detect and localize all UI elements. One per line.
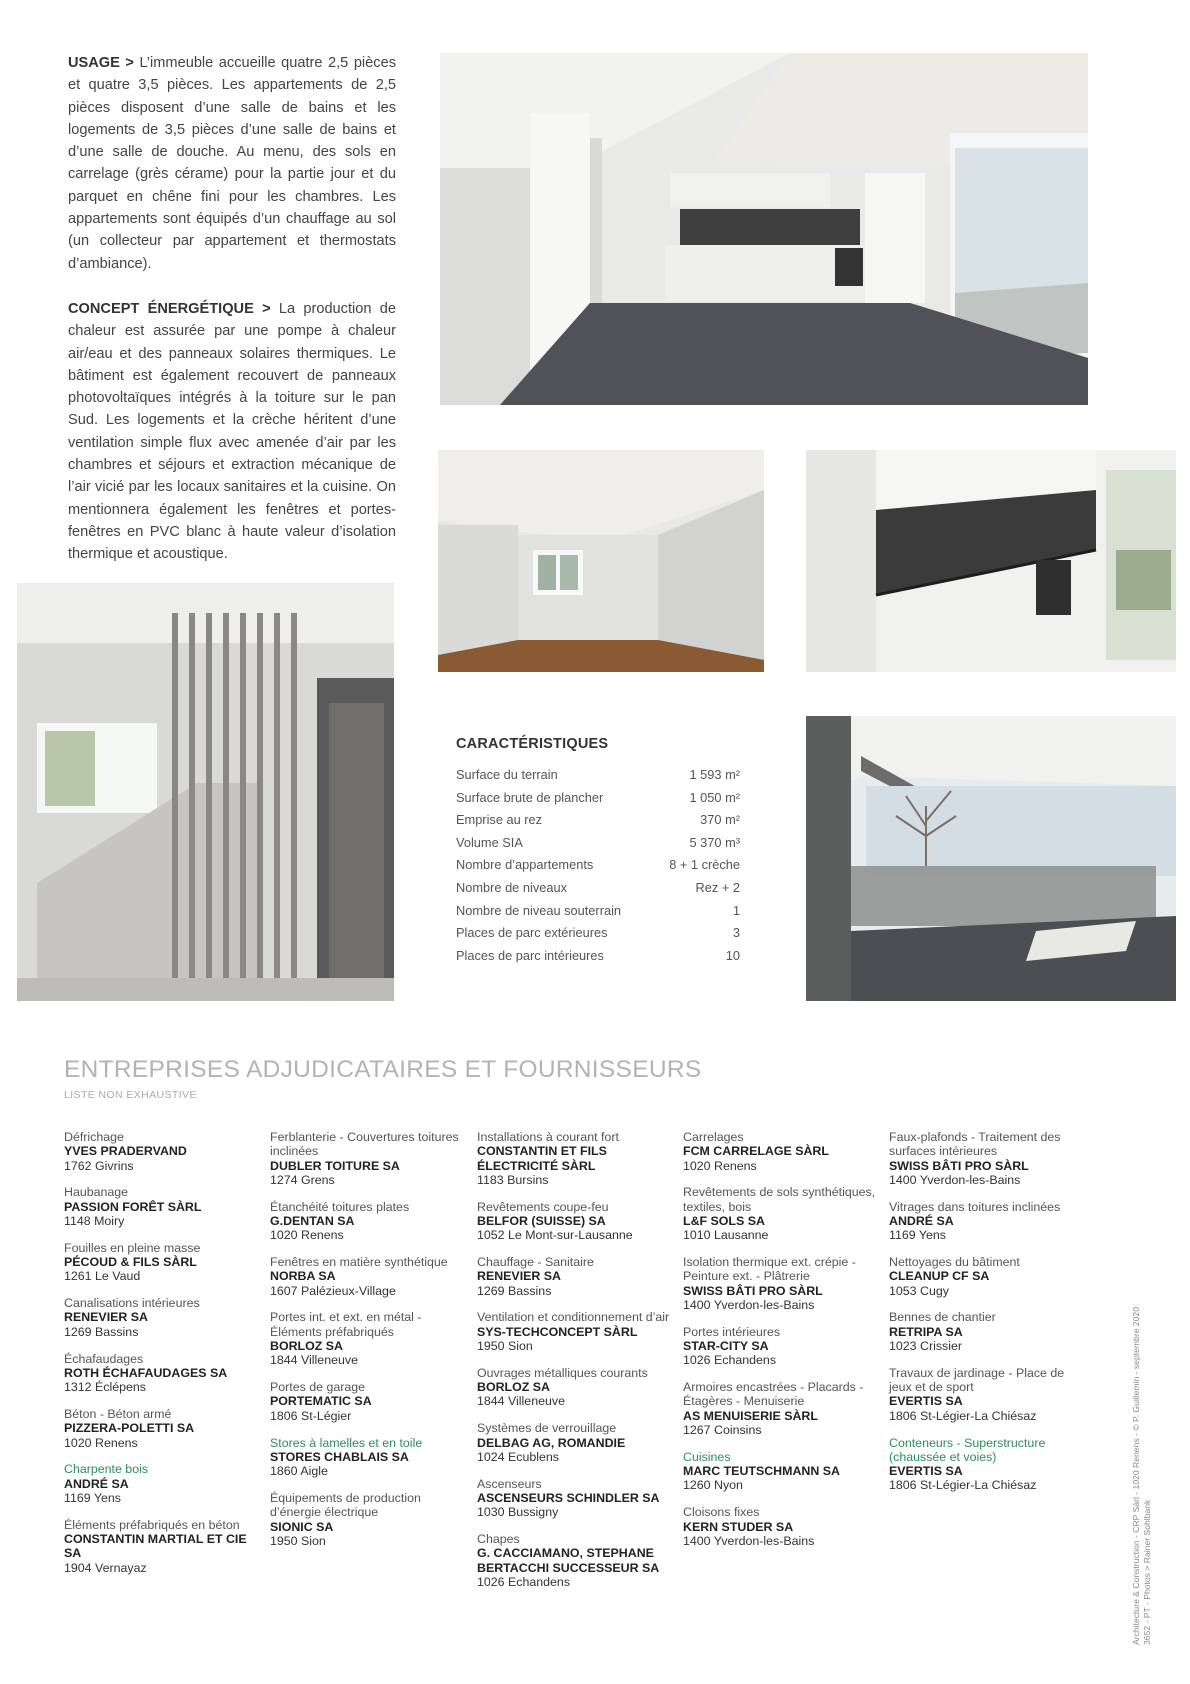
supplier-company: CLEANUP CF SA bbox=[889, 1269, 990, 1284]
supplier-company: AS MENUISERIE SÀRL bbox=[683, 1408, 818, 1423]
characteristic-label: Surface du terrain bbox=[456, 767, 558, 782]
characteristic-label: Nombre de niveau souterrain bbox=[456, 902, 622, 918]
supplier-entry bbox=[270, 1436, 470, 1479]
supplier-company: RETRIPA SA bbox=[889, 1324, 963, 1339]
supplier-company: YVES PRADERVAND bbox=[64, 1144, 187, 1159]
supplier-company: FCM CARRELAGE SÀRL bbox=[683, 1144, 829, 1159]
characteristic-value: 10 bbox=[725, 947, 740, 963]
supplier-activity: Faux-plafonds - Traitement des surfaces intérieures bbox=[889, 1130, 1061, 1159]
photo-staircase bbox=[17, 583, 394, 1001]
characteristic-row bbox=[456, 945, 740, 968]
supplier-location: 1260 Nyon bbox=[683, 1478, 743, 1493]
supplier-activity: Nettoyages du bâtiment bbox=[889, 1255, 1020, 1270]
characteristic-value: 1 050 m² bbox=[689, 789, 740, 805]
supplier-location: 1030 Bussigny bbox=[477, 1505, 559, 1520]
characteristic-row bbox=[456, 809, 740, 832]
supplier-location: 1024 Ecublens bbox=[477, 1449, 559, 1464]
supplier-location: 1274 Grens bbox=[270, 1172, 335, 1187]
supplier-entry bbox=[270, 1200, 470, 1243]
supplier-location: 1261 Le Vaud bbox=[64, 1269, 141, 1284]
supplier-entry bbox=[889, 1310, 1089, 1353]
supplier-activity: Ferblanterie - Couvertures toitures inclinées bbox=[270, 1130, 459, 1159]
supplier-company: STORES CHABLAIS SA bbox=[270, 1449, 409, 1464]
characteristics-rows bbox=[456, 764, 740, 967]
supplier-company: RENEVIER SA bbox=[64, 1310, 148, 1325]
supplier-location: 1400 Yverdon-les-Bains bbox=[683, 1297, 815, 1312]
characteristic-value: 1 593 m² bbox=[689, 767, 740, 782]
supplier-activity: Chapes bbox=[477, 1532, 520, 1547]
characteristic-row bbox=[456, 900, 740, 923]
supplier-company: EVERTIS SA bbox=[889, 1464, 963, 1479]
supplier-location: 1950 Sion bbox=[270, 1533, 326, 1548]
supplier-company: DELBAG AG, ROMANDIE bbox=[477, 1435, 626, 1450]
characteristic-value: 3 bbox=[732, 925, 740, 941]
suppliers-column bbox=[477, 1130, 677, 1602]
supplier-activity: Béton - Béton armé bbox=[64, 1406, 172, 1421]
supplier-location: 1183 Bursins bbox=[477, 1172, 549, 1187]
supplier-company: NORBA SA bbox=[270, 1269, 336, 1284]
supplier-entry bbox=[889, 1200, 1089, 1243]
supplier-location: 1010 Lausanne bbox=[683, 1228, 769, 1243]
supplier-company: BORLOZ SA bbox=[477, 1380, 550, 1395]
supplier-activity: Installations à courant fort bbox=[477, 1130, 619, 1144]
supplier-entry bbox=[889, 1255, 1089, 1298]
photo-kitchen-living bbox=[440, 53, 1088, 405]
supplier-company: L&F SOLS SA bbox=[683, 1213, 765, 1228]
supplier-location: 1950 Sion bbox=[477, 1339, 533, 1354]
supplier-location: 1607 Palézieux-Village bbox=[270, 1283, 396, 1298]
photo-kitchen-detail bbox=[806, 450, 1176, 672]
supplier-entry bbox=[270, 1380, 470, 1423]
photo-terrace bbox=[806, 716, 1176, 1001]
supplier-entry bbox=[477, 1421, 677, 1464]
characteristics-table bbox=[456, 736, 740, 967]
supplier-activity: Bennes de chantier bbox=[889, 1310, 996, 1325]
supplier-company: ANDRÉ SA bbox=[64, 1476, 129, 1491]
supplier-company: CONSTANTIN ET FILS ÉLECTRICITÉ SÀRL bbox=[477, 1144, 607, 1173]
characteristic-row bbox=[456, 832, 740, 855]
supplier-company: PORTEMATIC SA bbox=[270, 1394, 372, 1409]
characteristic-value: 5 370 m³ bbox=[689, 834, 740, 850]
supplier-company: BORLOZ SA bbox=[270, 1339, 343, 1354]
supplier-activity: Portes int. et ext. en métal - Éléments préfabriqués bbox=[270, 1310, 422, 1339]
characteristic-label: Volume SIA bbox=[456, 834, 523, 850]
supplier-company: EVERTIS SA bbox=[889, 1394, 963, 1409]
supplier-company: KERN STUDER SA bbox=[683, 1519, 794, 1534]
supplier-activity: Portes de garage bbox=[270, 1380, 366, 1395]
supplier-activity: Ascenseurs bbox=[477, 1476, 542, 1491]
supplier-location: 1020 Renens bbox=[683, 1158, 757, 1173]
energy-label: CONCEPT ÉNERGÉTIQUE > bbox=[68, 300, 271, 317]
characteristic-label: Nombre d’appartements bbox=[456, 857, 594, 873]
supplier-entry bbox=[477, 1200, 677, 1243]
supplier-activity: Canalisations intérieures bbox=[64, 1296, 200, 1311]
supplier-location: 1148 Moiry bbox=[64, 1213, 125, 1228]
supplier-company: G. CACCIAMANO, STEPHANE BERTACCHI SUCCESSEUR SA bbox=[477, 1546, 660, 1575]
credit-line-2: 3652 - PT - Photos > Rainer Sohlbank bbox=[1142, 1499, 1152, 1645]
supplier-location: 1026 Echandens bbox=[683, 1353, 777, 1368]
supplier-company: STAR-CITY SA bbox=[683, 1339, 769, 1354]
supplier-activity: Cuisines bbox=[683, 1449, 731, 1464]
supplier-entry bbox=[683, 1380, 883, 1437]
supplier-entry bbox=[683, 1130, 883, 1173]
supplier-entry bbox=[64, 1518, 264, 1575]
supplier-activity: Armoires encastrées - Placards - Étagères - Menuiserie bbox=[683, 1380, 864, 1409]
supplier-entry bbox=[683, 1255, 883, 1312]
supplier-company: PÉCOUD & FILS SÀRL bbox=[64, 1255, 197, 1270]
supplier-location: 1806 St-Légier-La Chiésaz bbox=[889, 1478, 1037, 1493]
supplier-company: SWISS BÂTI PRO SÀRL bbox=[889, 1158, 1029, 1173]
energy-text: La production de chaleur est assurée par une pompe à chaleur air/eau et des panneaux solaires thermiques. Le bâtiment est également recouvert de panneaux photovoltaïques intégrés à la toiture sur le pan Sud. Les logements et la crèche héritent d’une ventilation simple flux avec amenée d’air par les chambres et séjours et extraction mécanique de l’air vicié par les locaux sanitaires et la cuisine. On mentionnera également les fenêtres et portes-fenêtres en PVC blanc à haute valeur d’isolation thermique et acoustique. bbox=[68, 300, 396, 563]
supplier-company: SYS-TECHCONCEPT SÀRL bbox=[477, 1324, 638, 1339]
energy-paragraph bbox=[68, 298, 396, 566]
suppliers-column bbox=[64, 1130, 264, 1587]
suppliers-column bbox=[889, 1130, 1089, 1505]
characteristic-row bbox=[456, 854, 740, 877]
characteristic-value: 8 + 1 crèche bbox=[669, 857, 740, 873]
supplier-company: ANDRÉ SA bbox=[889, 1213, 954, 1228]
supplier-activity: Ventilation et conditionnement d’air bbox=[477, 1310, 670, 1325]
supplier-entry bbox=[683, 1450, 883, 1493]
supplier-activity: Vitrages dans toitures inclinées bbox=[889, 1199, 1061, 1214]
photo-bedroom bbox=[438, 450, 764, 672]
supplier-company: CONSTANTIN MARTIAL ET CIE SA bbox=[64, 1532, 247, 1561]
usage-paragraph bbox=[68, 52, 396, 275]
supplier-activity: Étanchéité toitures plates bbox=[270, 1199, 410, 1214]
supplier-location: 1169 Yens bbox=[64, 1490, 121, 1505]
supplier-activity: Charpente bois bbox=[64, 1462, 149, 1477]
supplier-location: 1020 Renens bbox=[270, 1228, 344, 1243]
supplier-location: 1023 Crissier bbox=[889, 1339, 962, 1354]
characteristic-row bbox=[456, 787, 740, 810]
supplier-activity: Éléments préfabriqués en béton bbox=[64, 1517, 240, 1532]
supplier-location: 1806 St-Légier bbox=[270, 1408, 352, 1423]
supplier-location: 1762 Givrins bbox=[64, 1158, 134, 1173]
supplier-company: ROTH ÉCHAFAUDAGES SA bbox=[64, 1365, 228, 1380]
suppliers-title: ENTREPRISES ADJUDICATAIRES ET FOURNISSEURS bbox=[64, 1056, 702, 1083]
supplier-entry bbox=[270, 1491, 470, 1548]
supplier-entry bbox=[477, 1255, 677, 1298]
supplier-company: BELFOR (SUISSE) SA bbox=[477, 1213, 606, 1228]
supplier-location: 1400 Yverdon-les-Bains bbox=[889, 1172, 1021, 1187]
supplier-location: 1844 Villeneuve bbox=[477, 1394, 565, 1409]
characteristic-row bbox=[456, 877, 740, 900]
characteristics-title: CARACTÉRISTIQUES bbox=[456, 736, 609, 752]
supplier-location: 1020 Renens bbox=[64, 1435, 138, 1450]
supplier-company: RENEVIER SA bbox=[477, 1269, 561, 1284]
supplier-activity: Fenêtres en matière synthétique bbox=[270, 1255, 448, 1270]
characteristic-label: Places de parc extérieures bbox=[456, 925, 608, 941]
supplier-activity: Conteneurs - Superstructure (chaussée et voies) bbox=[889, 1435, 1046, 1464]
supplier-entry bbox=[683, 1185, 883, 1242]
supplier-location: 1844 Villeneuve bbox=[270, 1353, 358, 1368]
supplier-company: PASSION FORÊT SÀRL bbox=[64, 1199, 202, 1214]
supplier-entry bbox=[64, 1296, 264, 1339]
supplier-entry bbox=[477, 1366, 677, 1409]
supplier-entry bbox=[683, 1505, 883, 1548]
supplier-company: PIZZERA-POLETTI SA bbox=[64, 1421, 195, 1436]
supplier-location: 1312 Éclépens bbox=[64, 1380, 146, 1395]
supplier-activity: Haubanage bbox=[64, 1185, 129, 1200]
usage-label: USAGE > bbox=[68, 55, 134, 71]
supplier-location: 1400 Yverdon-les-Bains bbox=[683, 1533, 815, 1548]
supplier-entry bbox=[889, 1130, 1089, 1187]
supplier-entry bbox=[270, 1255, 470, 1298]
supplier-activity: Défrichage bbox=[64, 1130, 124, 1144]
characteristic-value: 370 m² bbox=[700, 812, 740, 828]
supplier-activity: Ouvrages métalliques courants bbox=[477, 1365, 648, 1380]
characteristic-label: Surface brute de plancher bbox=[456, 789, 604, 805]
supplier-entry bbox=[64, 1130, 264, 1173]
characteristic-label: Nombre de niveaux bbox=[456, 879, 567, 895]
supplier-location: 1052 Le Mont-sur-Lausanne bbox=[477, 1228, 633, 1243]
supplier-activity: Revêtements coupe-feu bbox=[477, 1199, 609, 1214]
suppliers-subtitle: LISTE NON EXHAUSTIVE bbox=[64, 1089, 197, 1101]
credit-line-1: Architecture & Construction - CRP Sàrl - 1020 Renens - © P. Guillemin - septembre 2020 bbox=[1131, 1307, 1141, 1645]
supplier-entry bbox=[270, 1130, 470, 1187]
characteristic-value: 1 bbox=[732, 902, 740, 918]
suppliers-column bbox=[270, 1130, 470, 1561]
supplier-entry bbox=[477, 1310, 677, 1353]
supplier-location: 1806 St-Légier-La Chiésaz bbox=[889, 1408, 1037, 1423]
supplier-entry bbox=[889, 1366, 1089, 1423]
supplier-entry bbox=[477, 1130, 677, 1187]
supplier-activity: Carrelages bbox=[683, 1130, 744, 1144]
supplier-entry bbox=[270, 1310, 470, 1367]
supplier-activity: Stores à lamelles et en toile bbox=[270, 1435, 423, 1450]
suppliers-column bbox=[683, 1130, 883, 1561]
supplier-entry bbox=[683, 1325, 883, 1368]
supplier-activity: Revêtements de sols synthétiques, textiles, bois bbox=[683, 1185, 876, 1214]
characteristic-row bbox=[456, 764, 740, 787]
supplier-company: G.DENTAN SA bbox=[270, 1213, 355, 1228]
characteristic-value: Rez + 2 bbox=[695, 879, 740, 895]
supplier-location: 1904 Vernayaz bbox=[64, 1560, 147, 1575]
supplier-entry bbox=[64, 1241, 264, 1284]
supplier-activity: Portes intérieures bbox=[683, 1324, 781, 1339]
characteristic-row bbox=[456, 922, 740, 945]
usage-text: L’immeuble accueille quatre 2,5 pièces et quatre 3,5 pièces. Les appartements de 2,5 pièces disposent d’une salle de bains et les logements de 3,5 pièces d’une salle de bains et d’une salle de douche. Au menu, des sols en carrelage (grès cérame) pour la partie jour et du parquet en chêne fini pour les chambres. Les appartements sont équipés d’un chauffage au sol (un collecteur par appartement et thermostats d’ambiance). bbox=[68, 55, 396, 272]
supplier-activity: Isolation thermique ext. crépie - Peinture ext. - Plâtrerie bbox=[683, 1255, 856, 1284]
supplier-activity: Équipements de production d’énergie électrique bbox=[270, 1490, 421, 1520]
supplier-location: 1026 Echandens bbox=[477, 1574, 571, 1589]
supplier-activity: Systèmes de verrouillage bbox=[477, 1421, 617, 1436]
supplier-location: 1267 Coinsins bbox=[683, 1423, 762, 1438]
supplier-entry bbox=[889, 1436, 1089, 1493]
supplier-location: 1053 Cugy bbox=[889, 1283, 949, 1298]
supplier-location: 1169 Yens bbox=[889, 1228, 946, 1243]
supplier-activity: Échafaudages bbox=[64, 1351, 144, 1366]
supplier-activity: Cloisons fixes bbox=[683, 1505, 760, 1520]
supplier-company: SIONIC SA bbox=[270, 1519, 334, 1534]
supplier-entry bbox=[477, 1532, 677, 1589]
supplier-location: 1860 Aigle bbox=[270, 1464, 328, 1479]
supplier-entry bbox=[64, 1407, 264, 1450]
supplier-company: SWISS BÂTI PRO SÀRL bbox=[683, 1283, 823, 1298]
supplier-company: DUBLER TOITURE SA bbox=[270, 1158, 400, 1173]
supplier-entry bbox=[64, 1462, 264, 1505]
supplier-activity: Chauffage - Sanitaire bbox=[477, 1255, 594, 1270]
supplier-company: MARC TEUTSCHMANN SA bbox=[683, 1464, 840, 1479]
supplier-entry bbox=[64, 1185, 264, 1228]
supplier-entry bbox=[64, 1352, 264, 1395]
supplier-activity: Travaux de jardinage - Place de jeux et de sport bbox=[889, 1365, 1065, 1395]
characteristic-label: Places de parc intérieures bbox=[456, 947, 604, 963]
photo-credit bbox=[1131, 1285, 1153, 1645]
supplier-company: ASCENSEURS SCHINDLER SA bbox=[477, 1490, 660, 1505]
supplier-location: 1269 Bassins bbox=[477, 1283, 552, 1298]
intro-text bbox=[68, 52, 396, 589]
characteristic-label: Emprise au rez bbox=[456, 812, 543, 828]
supplier-entry bbox=[477, 1477, 677, 1520]
supplier-activity: Fouilles en pleine masse bbox=[64, 1240, 201, 1255]
supplier-location: 1269 Bassins bbox=[64, 1324, 139, 1339]
